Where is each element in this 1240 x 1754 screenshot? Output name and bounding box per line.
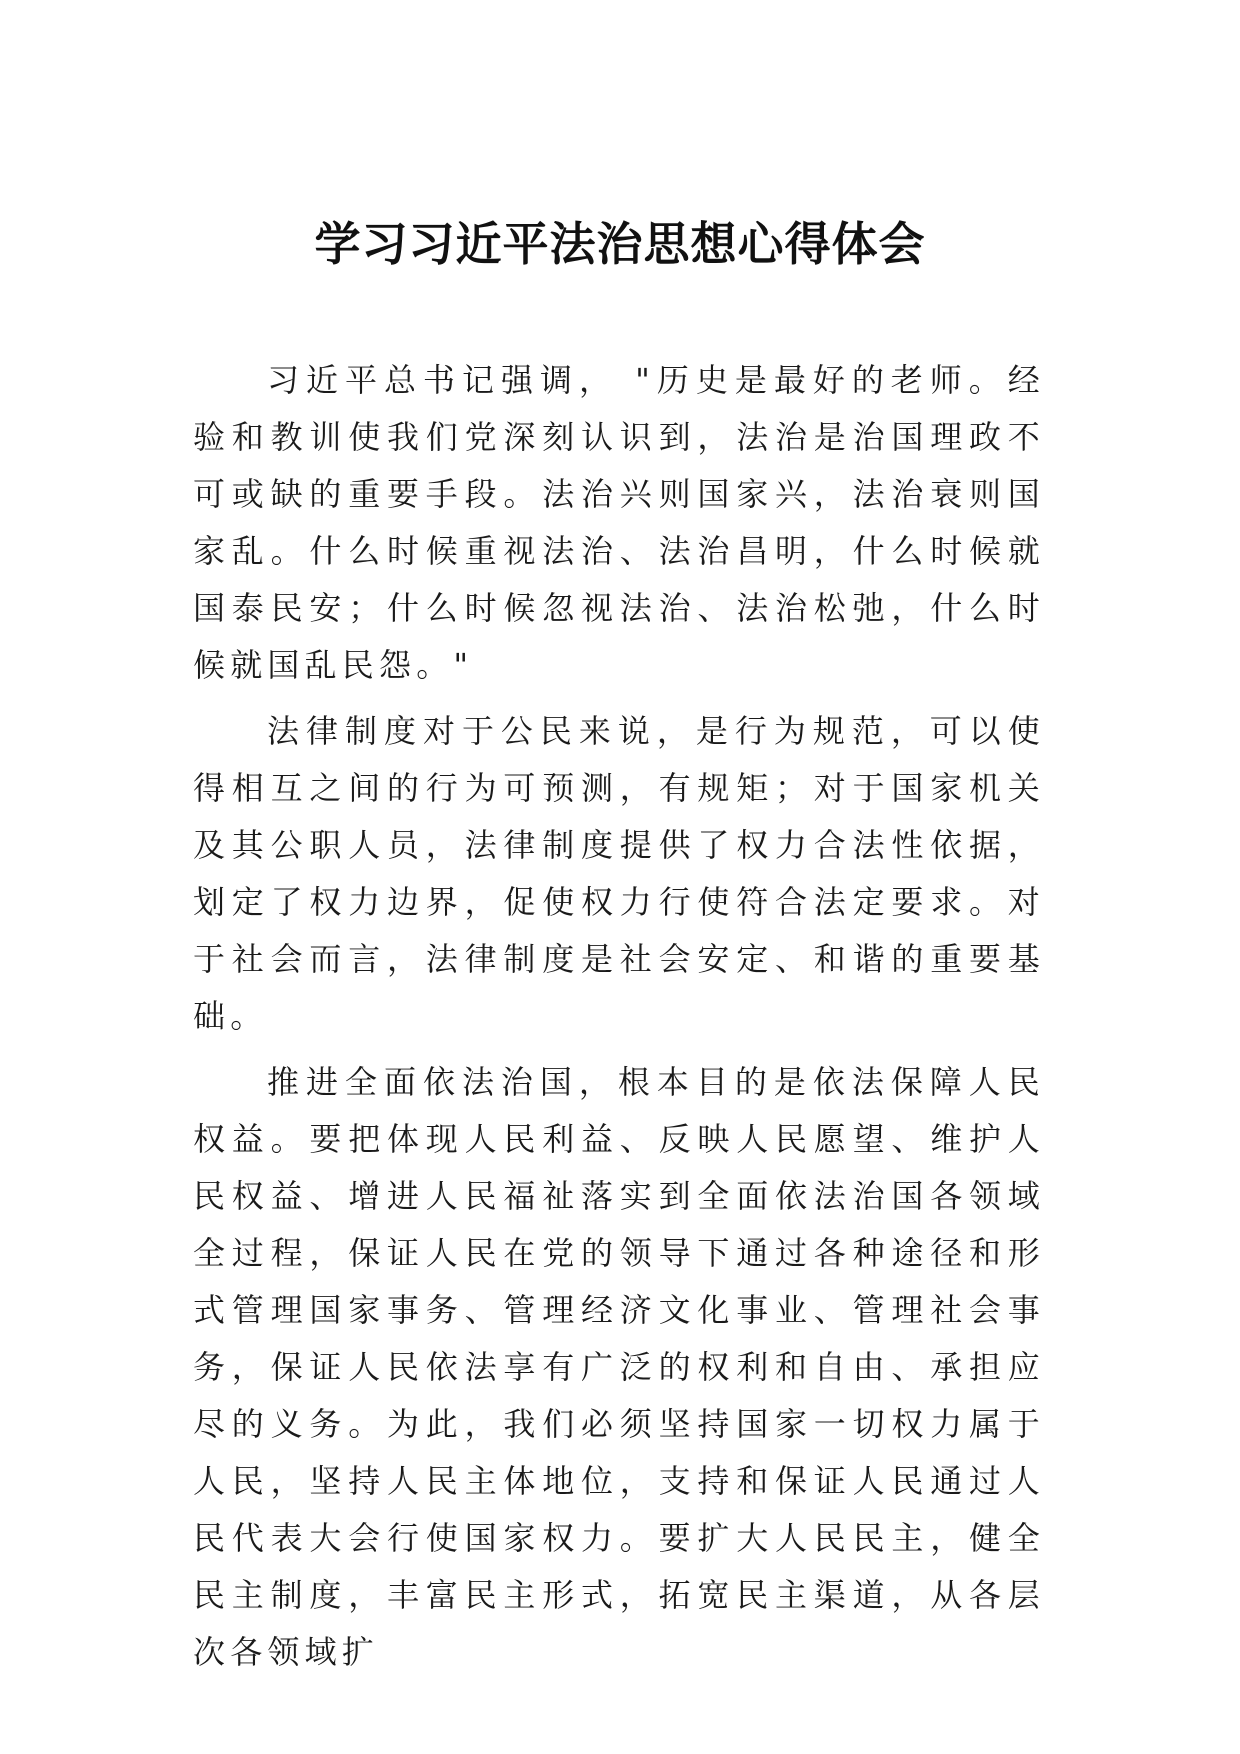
document-body [193, 352, 1045, 1690]
document-title: 学习习近平法治思想心得体会 [314, 217, 926, 271]
paragraph-3: 推进全面依法治国，根本目的是依法保障人民权益。要把体现人民利益、反映人民愿望、维护人民权益、增进人民福祉落实到全面依法治国各领域全过程，保证人民在党的领导下通过各种途径和形式管理国家事务、管理经济文化事业、管理社会事务，保证人民依法享有广泛的权利和自由、承担应尽的义务。为此，我们必须坚持国家一切权力属于人民，坚持人民主体地位，支持和保证人民通过人民代表大会行使国家权力。要扩大人民民主，健全民主制度，丰富民主形式，拓宽民主渠道，从各层次各领域扩 [193, 1063, 1045, 1671]
paragraph-2: 法律制度对于公民来说，是行为规范，可以使得相互之间的行为可预测，有规矩；对于国家机关及其公职人员，法律制度提供了权力合法性依据，划定了权力边界，促使权力行使符合法定要求。对于社会而言，法律制度是社会安定、和谐的重要基础。 [193, 712, 1045, 1035]
paragraph-1: 习近平总书记强调， "历史是最好的老师。经验和教训使我们党深刻认识到，法治是治国理政不可或缺的重要手段。法治兴则国家兴，法治衰则国家乱。什么时候重视法治、法治昌明，什么时候就国泰民安；什么时候忽视法治、法治松弛，什么时候就国乱民怨。" [193, 361, 1045, 684]
